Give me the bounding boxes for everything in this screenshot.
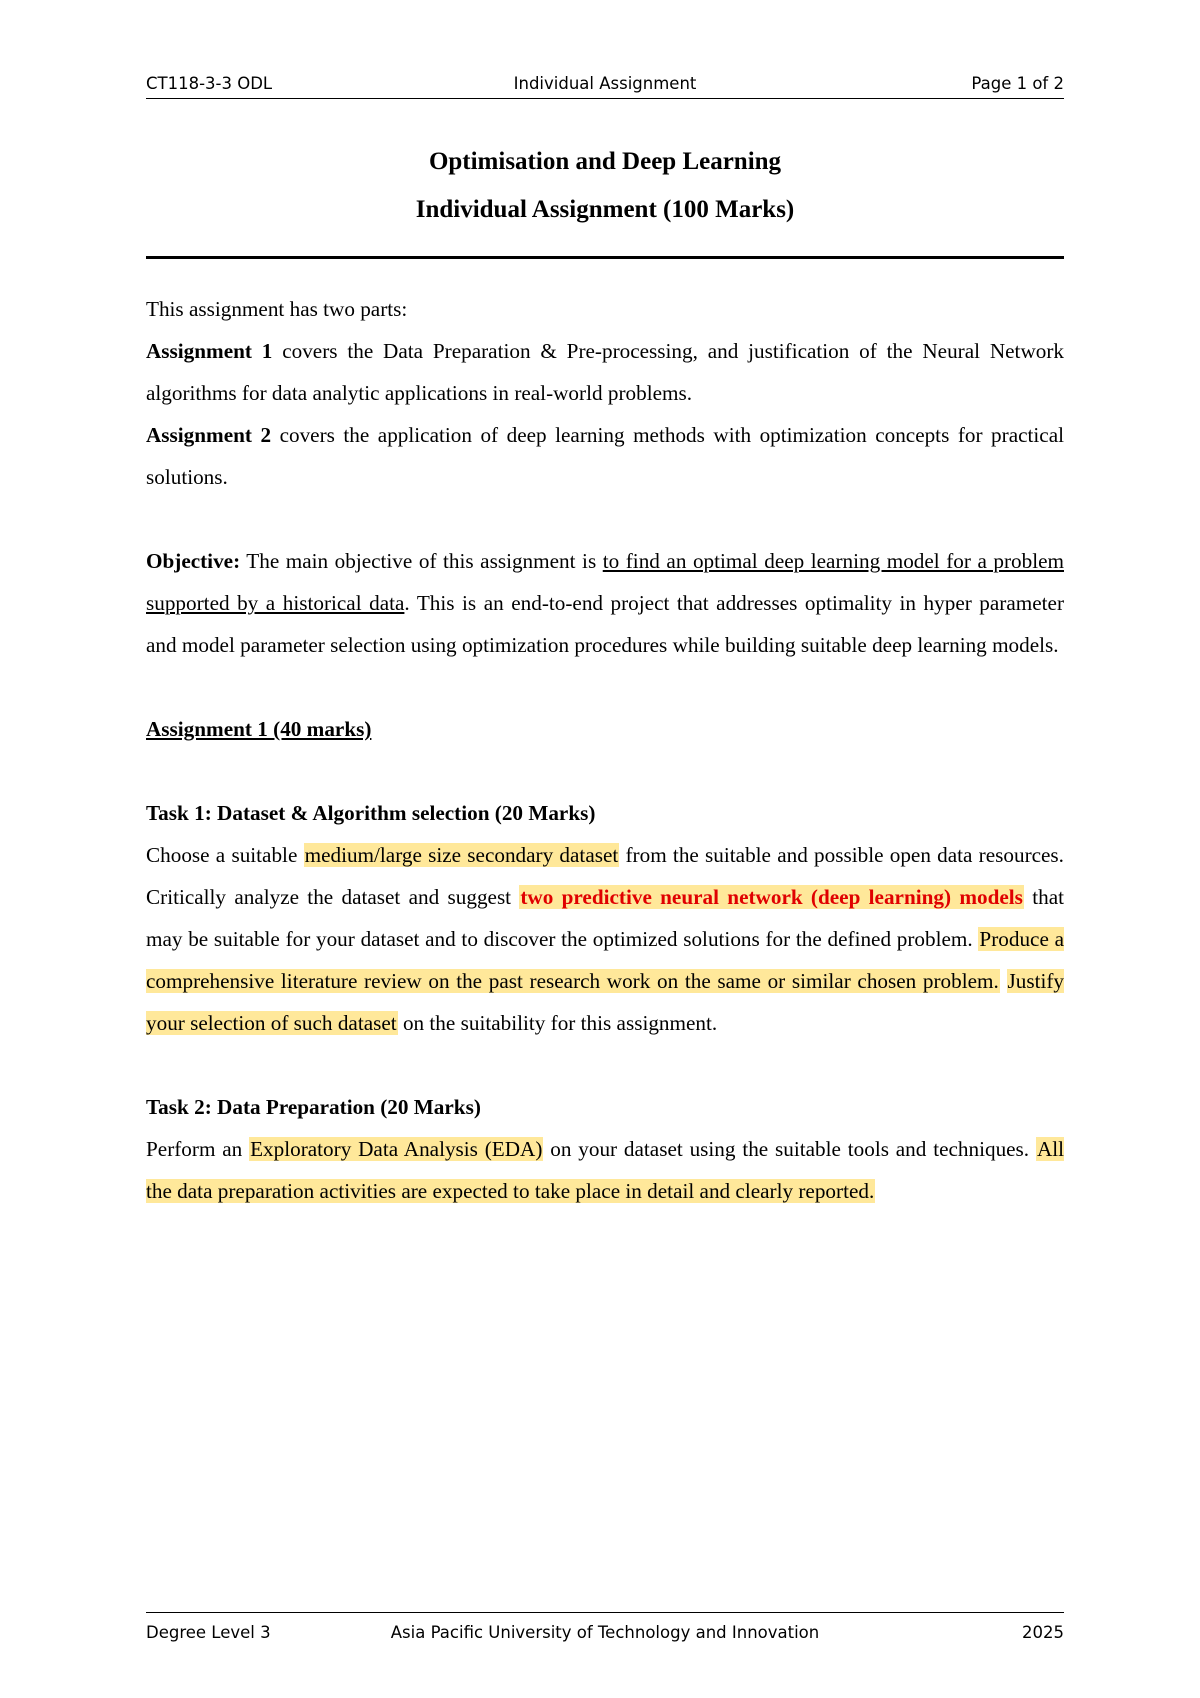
degree-level: Degree Level 3 — [146, 1623, 271, 1642]
doc-type: Individual Assignment — [513, 74, 697, 93]
assignment1-text: covers the Data Preparation & Pre-processing, and justification of the Neural Network algorithms for data analytic applications in real-world problems. — [146, 339, 1064, 405]
document-title: Optimisation and Deep Learning — [428, 148, 782, 175]
university-name: Asia Pacific University of Technology and Innovation — [390, 1623, 820, 1642]
footer-year: 2025 — [1022, 1623, 1064, 1642]
assignment2-label: Assignment 2 — [146, 423, 272, 447]
task2-heading — [146, 1086, 1064, 1128]
document-body — [146, 288, 1064, 1212]
assignment1-summary — [146, 330, 1064, 414]
task2-text-2: on your dataset using the suitable tools and techniques. — [543, 1137, 1036, 1161]
task2-text-1: Perform an — [146, 1137, 250, 1161]
assignment1-label: Assignment 1 — [146, 339, 273, 363]
objective-text-2: . This is an end-to-end project that addresses optimality in hyper parameter and model parameter selection using optimization procedures while building suitable deep learning models. — [146, 591, 1064, 657]
objective-label: Objective: — [146, 549, 241, 573]
course-code: CT118-3-3 ODL — [146, 74, 273, 93]
task1-text-4 — [1000, 969, 1007, 993]
task2-highlight-prep: All the data preparation activities are expected to take place in detail and clearly reported. — [146, 1137, 1065, 1203]
document-subtitle: Individual Assignment (100 Marks) — [415, 196, 795, 223]
title-divider — [146, 256, 1064, 259]
task2-paragraph — [146, 1128, 1064, 1212]
task1-text-1: Choose a suitable — [146, 843, 304, 867]
assignment1-heading — [146, 708, 1064, 750]
page-footer — [146, 1612, 1064, 1642]
task1-paragraph — [146, 834, 1064, 1044]
task1-heading — [146, 792, 1064, 834]
task2-highlight-eda: Exploratory Data Analysis (EDA) — [250, 1137, 543, 1161]
task1-text-2: from the suitable and possible open data resources. Critically analyze the dataset and suggest — [146, 843, 1064, 909]
task1-red-models: two predictive neural network (deep learning) models — [520, 885, 1023, 909]
assignment1-heading-text: Assignment 1 (40 marks) — [146, 717, 372, 741]
objective-text-1: The main objective of this assignment is — [240, 549, 603, 573]
task1-highlight-dataset: medium/large size secondary dataset — [304, 843, 619, 867]
objective-underlined: to find an optimal deep learning model for a problem supported by a historical data — [146, 549, 1064, 615]
task1-highlight-review: Produce a comprehensive literature review on the past research work on the same or similar chosen problem. — [146, 927, 1064, 993]
assignment2-summary — [146, 414, 1064, 498]
task1-text-5: on the suitability for this assignment. — [397, 1011, 718, 1035]
page-number: Page 1 of 2 — [971, 74, 1064, 93]
task2-heading-text: Task 2: Data Preparation (20 Marks) — [146, 1095, 481, 1119]
task1-text-3: that may be suitable for your dataset and to discover the optimized solutions for the defined problem. — [146, 885, 1064, 951]
objective-paragraph — [146, 540, 1064, 666]
task1-highlight-justify: Justify your selection of such dataset — [146, 969, 1065, 1035]
intro-line: This assignment has two parts: — [146, 297, 408, 321]
assignment2-text: covers the application of deep learning methods with optimization concepts for practical solutions. — [146, 423, 1064, 489]
page-header — [146, 74, 1064, 99]
task1-heading-text: Task 1: Dataset & Algorithm selection (20 Marks) — [146, 801, 596, 825]
